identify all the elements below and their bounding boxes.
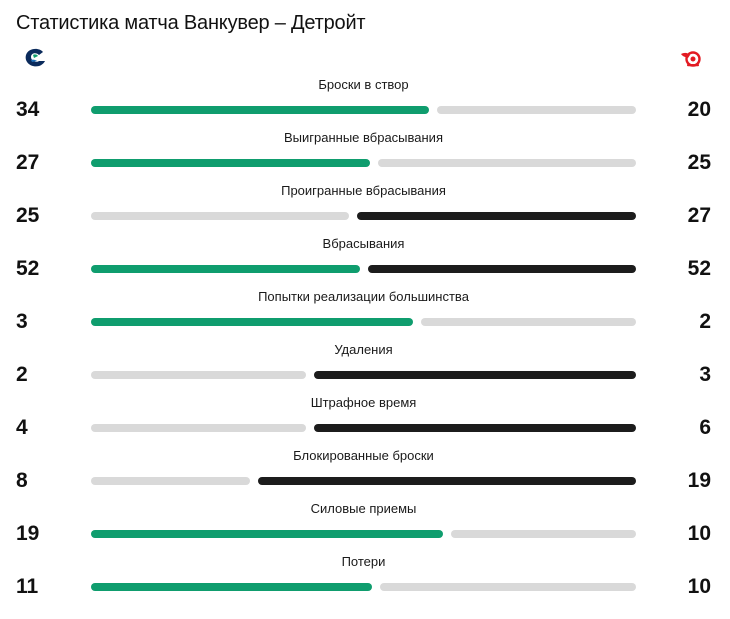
stat-row [0,338,730,391]
home-bar [91,477,250,485]
home-bar [91,530,443,538]
away-value: 3 [699,363,711,386]
away-bar [380,583,636,591]
home-bar [91,212,349,220]
away-value: 19 [687,469,711,492]
detroit-red-wings-logo-icon [678,46,704,70]
away-bar [421,318,636,326]
home-value: 11 [16,575,39,598]
comparison-bar [91,371,636,379]
home-value: 2 [16,363,28,386]
stat-label: Проигранные вбрасывания [281,183,446,198]
away-value: 27 [687,204,711,227]
away-value: 2 [699,310,711,333]
away-value: 25 [687,151,711,174]
away-bar [314,371,636,379]
stat-row [0,497,730,550]
stat-row [0,444,730,497]
home-value: 27 [16,151,40,174]
stat-label: Броски в створ [318,77,409,92]
away-bar [314,424,636,432]
home-bar [91,318,413,326]
away-value: 52 [687,257,711,280]
home-bar [91,371,306,379]
vancouver-canucks-logo-icon [22,46,48,70]
stats-list [0,73,730,603]
home-bar [91,106,429,114]
stat-label: Силовые приемы [310,501,417,516]
stat-row [0,391,730,444]
comparison-bar [91,530,636,538]
home-value: 4 [16,416,28,439]
away-bar [368,265,636,273]
stat-row [0,285,730,338]
stat-row [0,126,730,179]
away-bar [437,106,636,114]
away-value: 10 [687,575,711,598]
away-bar [451,530,636,538]
home-bar [91,424,306,432]
away-bar [357,212,636,220]
home-value: 25 [16,204,40,227]
home-bar [91,583,372,591]
stat-row [0,179,730,232]
stat-label: Блокированные броски [293,448,434,463]
stat-row [0,73,730,126]
home-bar [91,265,360,273]
comparison-bar [91,477,636,485]
home-value: 19 [16,522,40,545]
away-value: 20 [687,98,711,121]
home-value: 3 [16,310,28,333]
away-bar [258,477,636,485]
stat-row [0,550,730,603]
stat-label: Вбрасывания [322,236,405,251]
stat-row [0,232,730,285]
stat-label: Выигранные вбрасывания [283,130,443,145]
comparison-bar [91,159,636,167]
home-value: 52 [16,257,40,280]
page-title: Статистика матча Ванкувер – Детройт [16,12,366,34]
stat-label: Удаления [334,342,393,357]
home-bar [91,159,370,167]
away-bar [378,159,636,167]
comparison-bar [91,265,636,273]
comparison-bar [91,583,636,591]
comparison-bar [91,318,636,326]
comparison-bar [91,212,636,220]
comparison-bar [91,106,636,114]
home-value: 8 [16,469,28,492]
stat-label: Потери [341,554,386,569]
away-value: 6 [699,416,711,439]
home-value: 34 [16,98,40,121]
comparison-bar [91,424,636,432]
stat-label: Попытки реализации большинства [258,289,469,304]
away-value: 10 [687,522,711,545]
stat-label: Штрафное время [310,395,417,410]
